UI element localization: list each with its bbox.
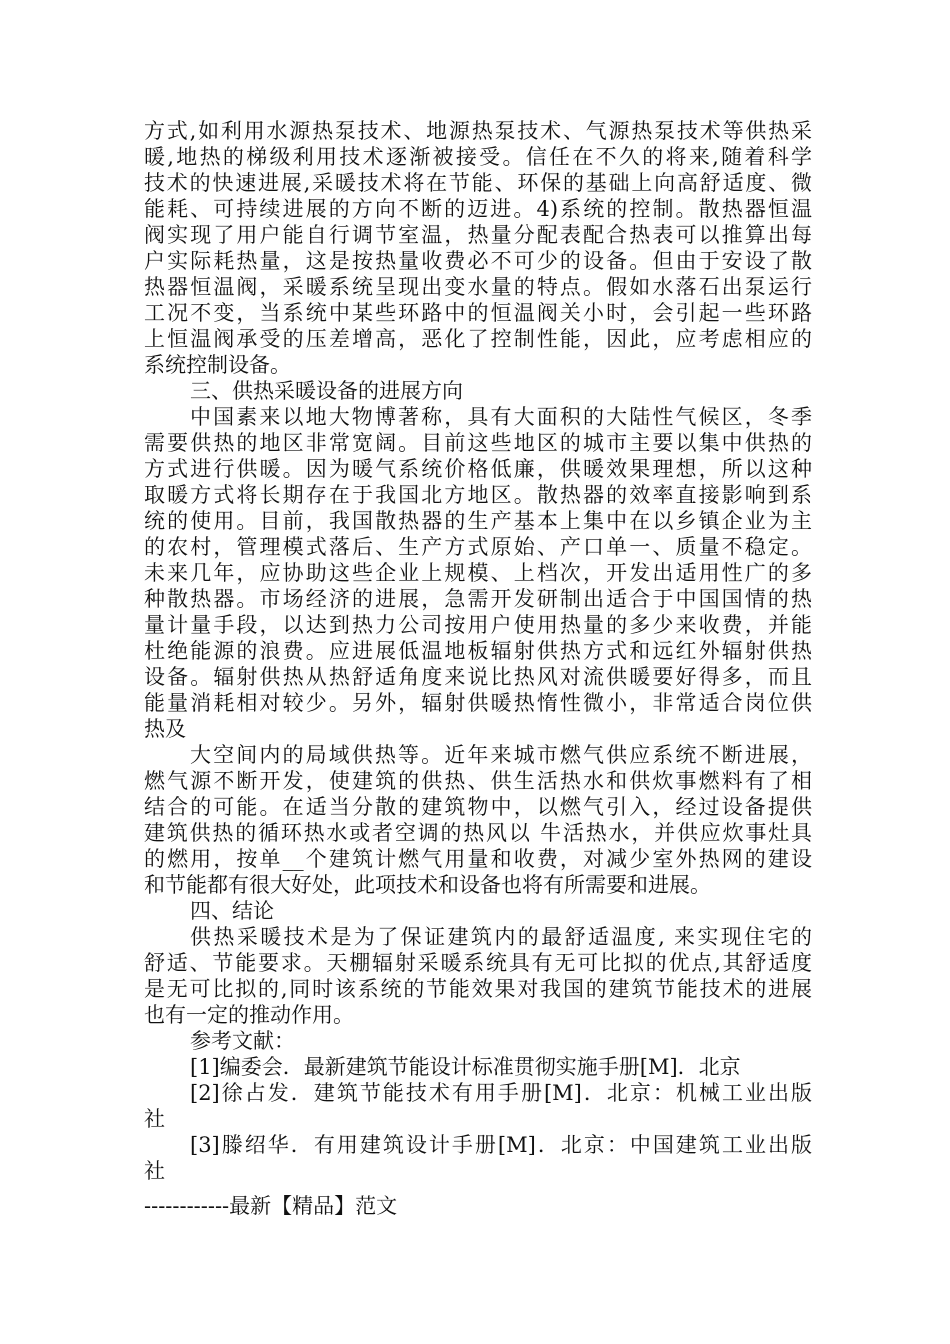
text-line: 设备。辐射供热从热舒适角度来说比热风对流供暖要好得多，而且 [144,665,812,689]
text-line: 建筑供热的循环热水或者空调的热风以 牛活热水，并供应炊事灶具 [144,821,812,845]
text-line: 能耗、可持续进展的方向不断的迈进。4)系统的控制。散热器恒温 [144,197,812,221]
text-line: 热器恒温阀，采暖系统呈现出变水量的特点。假如水落石出泵运行 [144,275,812,299]
text-line: 技术的快速进展,采暖技术将在节能、环保的基础上向高舒适度、微 [144,171,812,195]
text-line: 统的使用。目前，我国散热器的生产基本上集中在以乡镇企业为主 [144,509,812,533]
text-line: 中国素来以地大物博著称，具有大面积的大陆性气候区，冬季 [190,405,812,429]
paragraph-p2 [144,404,812,742]
text-line: 系统控制设备。 [144,353,291,377]
text-line: 需要供热的地区非常宽阔。目前这些地区的城市主要以集中供热的 [144,431,812,455]
text-line: 参考文献： [190,1029,295,1053]
paragraph-h4 [144,898,812,924]
text-line: 供热采暖技术是为了保证建筑内的最舒适温度, 来实现住宅的 [190,925,812,949]
text-line: 暖,地热的梯级利用技术逐渐被接受。信任在不久的将来,随着科学 [144,145,812,169]
text-line: 是无可比拟的,同时该系统的节能效果对我国的建筑节能技术的进展 [144,977,812,1001]
paragraph-p3 [144,742,812,898]
text-line: 上恒温阀承受的压差增高，恶化了控制性能，因此，应考虑相应的 [144,327,812,351]
text-line: [3]滕绍华．有用建筑设计手册[M]．北京：中国建筑工业出版 [190,1133,812,1157]
text-line: 舒适、节能要求。天棚辐射采暖系统具有无可比拟的优点,其舒适度 [144,951,812,975]
paragraph-p4 [144,924,812,1028]
text-line: 方式,如利用水源热泵技术、地源热泵技术、气源热泵技术等供热采 [144,119,812,143]
paragraph-ref3 [144,1132,812,1184]
text-line: 种散热器。市场经济的进展，急需开发研制出适合于中国国情的热 [144,587,812,611]
text-line: 工况不变，当系统中某些环路中的恒温阀关小时，会引起一些环路 [144,301,812,325]
text-line: 的农村，管理模式落后、生产方式原始、产口单一、质量不稳定。 [144,535,812,559]
paragraph-ref1 [144,1054,812,1080]
paragraph-ref2 [144,1080,812,1132]
text-line: 结合的可能。在适当分散的建筑物中，以燃气引入，经过设备提供 [144,795,812,819]
text-line: 杜绝能源的浪费。应进展低温地板辐射供热方式和远红外辐射供热 [144,639,812,663]
text-line: 户实际耗热量，这是按热量收费必不可少的设备。但由于安设了散 [144,249,812,273]
text-line: 能量消耗相对较少。另外，辐射供暖热惰性微小，非常适合岗位供 [144,691,812,715]
text-line: 也有一定的推动作用。 [144,1003,354,1027]
text-line: 阀实现了用户能自行调节室温，热量分配表配合热表可以推算出每 [144,223,812,247]
text-line: 四、结论 [190,899,274,923]
text-line: 方式进行供暖。因为暖气系统价格低廉，供暖效果理想，所以这种 [144,457,812,481]
text-line: 热及 [144,717,186,741]
paragraph-refs-title [144,1028,812,1054]
text-line: 取暖方式将长期存在于我国北方地区。散热器的效率直接影响到系 [144,483,812,507]
text-line: 未来几年，应协助这些企业上规模、上档次，开发出适用性广的多 [144,561,812,585]
text-line: 大空间内的局域供热等。近年来城市燃气供应系统不断进展， [190,743,812,767]
text-line: 和节能都有很大好处，此项技术和设备也将有所需要和进展。 [144,873,711,897]
document-body [144,118,812,1184]
text-line: 社 [144,1107,165,1131]
text-line: 量计量手段，以达到热力公司按用户使用热量的多少来收费，并能 [144,613,812,637]
text-line: [2]徐占发．建筑节能技术有用手册[M]．北京：机械工业出版 [190,1081,812,1105]
paragraph-h3 [144,378,812,404]
text-line: 三、供热采暖设备的进展方向 [190,379,463,403]
text-line: [1]编委会．最新建筑节能设计标准贯彻实施手册[M]．北京 [190,1055,741,1079]
page-footer: ------------最新【精品】范文 [144,1194,398,1218]
text-line: 燃气源不断开发，使建筑的供热、供生活热水和供炊事燃料有了相 [144,769,812,793]
text-line: 的燃用，按单__个建筑计燃气用量和收费，对减少室外热网的建设 [144,847,812,871]
text-line: 社 [144,1159,165,1183]
paragraph-p1 [144,118,812,378]
